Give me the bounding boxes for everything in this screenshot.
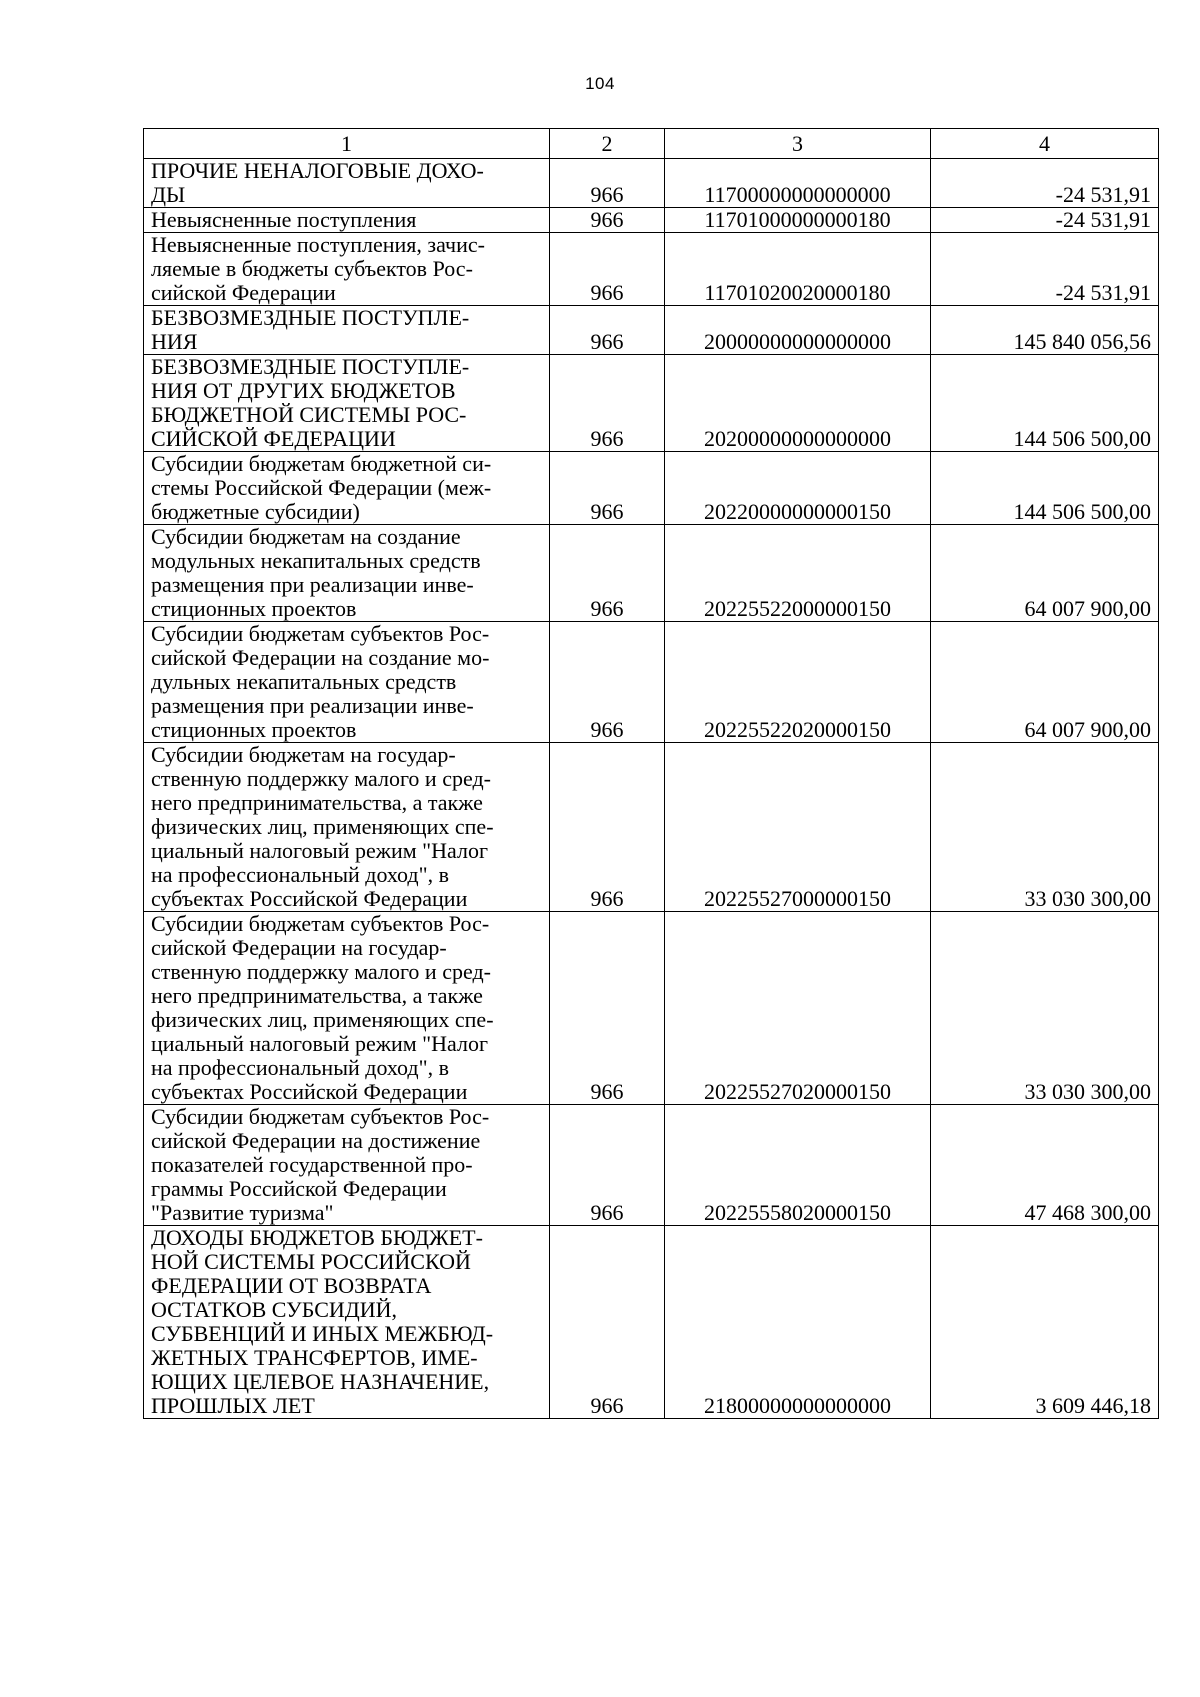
- column-header-2: 2: [550, 129, 665, 159]
- table-row: [144, 159, 1159, 208]
- amount: 64 007 900,00: [931, 622, 1159, 743]
- budget-classification-code: 11701020020000180: [665, 233, 931, 306]
- budget-classification-code: 11701000000000180: [665, 208, 931, 233]
- admin-code: 966: [550, 452, 665, 525]
- admin-code: 966: [550, 159, 665, 208]
- page-number: 104: [585, 74, 615, 93]
- budget-classification-code: 20225558020000150: [665, 1105, 931, 1226]
- budget-classification-code: 20000000000000000: [665, 306, 931, 355]
- admin-code: 966: [550, 1105, 665, 1226]
- revenue-name: ПРОЧИЕ НЕНАЛОГОВЫЕ ДОХО- ДЫ: [144, 159, 550, 208]
- table-row: [144, 306, 1159, 355]
- admin-code: 966: [550, 355, 665, 452]
- amount: -24 531,91: [931, 233, 1159, 306]
- amount: 33 030 300,00: [931, 912, 1159, 1105]
- table-row: [144, 233, 1159, 306]
- revenue-name: Субсидии бюджетам на создание модульных некапитальных средств размещения при реализации инве- стиционных проектов: [144, 525, 550, 622]
- amount: 64 007 900,00: [931, 525, 1159, 622]
- amount: -24 531,91: [931, 208, 1159, 233]
- admin-code: 966: [550, 233, 665, 306]
- amount: -24 531,91: [931, 159, 1159, 208]
- amount: 144 506 500,00: [931, 452, 1159, 525]
- revenue-name: Субсидии бюджетам субъектов Рос- сийской Федерации на государ- ственную поддержку малого и сред- него предпринимательства, а также физических лиц, применяющих спе- циальный налоговый режим "Налог на профессиональный доход", в субъектах Российской Федерации: [144, 912, 550, 1105]
- admin-code: 966: [550, 912, 665, 1105]
- admin-code: 966: [550, 525, 665, 622]
- column-header-4: 4: [931, 129, 1159, 159]
- amount: 33 030 300,00: [931, 743, 1159, 912]
- budget-classification-code: 20225522020000150: [665, 622, 931, 743]
- revenue-name: БЕЗВОЗМЕЗДНЫЕ ПОСТУПЛЕ- НИЯ ОТ ДРУГИХ БЮДЖЕТОВ БЮДЖЕТНОЙ СИСТЕМЫ РОС- СИЙСКОЙ ФЕДЕРАЦИИ: [144, 355, 550, 452]
- table-row: [144, 743, 1159, 912]
- budget-classification-code: 20225522000000150: [665, 525, 931, 622]
- table-row: [144, 452, 1159, 525]
- admin-code: 966: [550, 1226, 665, 1419]
- table-row: [144, 622, 1159, 743]
- revenue-name: Невыясненные поступления, зачис- ляемые в бюджеты субъектов Рос- сийской Федерации: [144, 233, 550, 306]
- revenue-name: Субсидии бюджетам субъектов Рос- сийской Федерации на создание мо- дульных некапитальных средств размещения при реализации инве- стиционных проектов: [144, 622, 550, 743]
- admin-code: 966: [550, 208, 665, 233]
- budget-classification-code: 20225527000000150: [665, 743, 931, 912]
- budget-revenue-table: [143, 128, 1159, 1419]
- table-row: [144, 912, 1159, 1105]
- revenue-name: БЕЗВОЗМЕЗДНЫЕ ПОСТУПЛЕ- НИЯ: [144, 306, 550, 355]
- header-row: [144, 129, 1159, 159]
- column-header-1: 1: [144, 129, 550, 159]
- revenue-name: Субсидии бюджетам бюджетной си- стемы Российской Федерации (меж- бюджетные субсидии): [144, 452, 550, 525]
- admin-code: 966: [550, 743, 665, 912]
- table-row: [144, 355, 1159, 452]
- budget-classification-code: 11700000000000000: [665, 159, 931, 208]
- amount: 3 609 446,18: [931, 1226, 1159, 1419]
- revenue-name: Субсидии бюджетам на государ- ственную поддержку малого и сред- него предпринимательства, а также физических лиц, применяющих спе- циальный налоговый режим "Налог на профессиональный доход", в субъектах Российской Федерации: [144, 743, 550, 912]
- table-row: [144, 208, 1159, 233]
- budget-classification-code: 20225527020000150: [665, 912, 931, 1105]
- admin-code: 966: [550, 306, 665, 355]
- amount: 144 506 500,00: [931, 355, 1159, 452]
- amount: 47 468 300,00: [931, 1105, 1159, 1226]
- revenue-name: Субсидии бюджетам субъектов Рос- сийской Федерации на достижение показателей государственной про- граммы Российской Федерации "Развитие туризма": [144, 1105, 550, 1226]
- amount: 145 840 056,56: [931, 306, 1159, 355]
- table-row: [144, 525, 1159, 622]
- table-row: [144, 1226, 1159, 1419]
- admin-code: 966: [550, 622, 665, 743]
- revenue-name: Невыясненные поступления: [144, 208, 550, 233]
- budget-classification-code: 21800000000000000: [665, 1226, 931, 1419]
- table-row: [144, 1105, 1159, 1226]
- revenue-name: ДОХОДЫ БЮДЖЕТОВ БЮДЖЕТ- НОЙ СИСТЕМЫ РОССИЙСКОЙ ФЕДЕРАЦИИ ОТ ВОЗВРАТА ОСТАТКОВ СУБСИДИЙ, СУБВЕНЦИЙ И ИНЫХ МЕЖБЮД- ЖЕТНЫХ ТРАНСФЕРТОВ, ИМЕ- ЮЩИХ ЦЕЛЕВОЕ НАЗНАЧЕНИЕ, ПРОШЛЫХ ЛЕТ: [144, 1226, 550, 1419]
- column-header-3: 3: [665, 129, 931, 159]
- budget-classification-code: 20200000000000000: [665, 355, 931, 452]
- budget-classification-code: 20220000000000150: [665, 452, 931, 525]
